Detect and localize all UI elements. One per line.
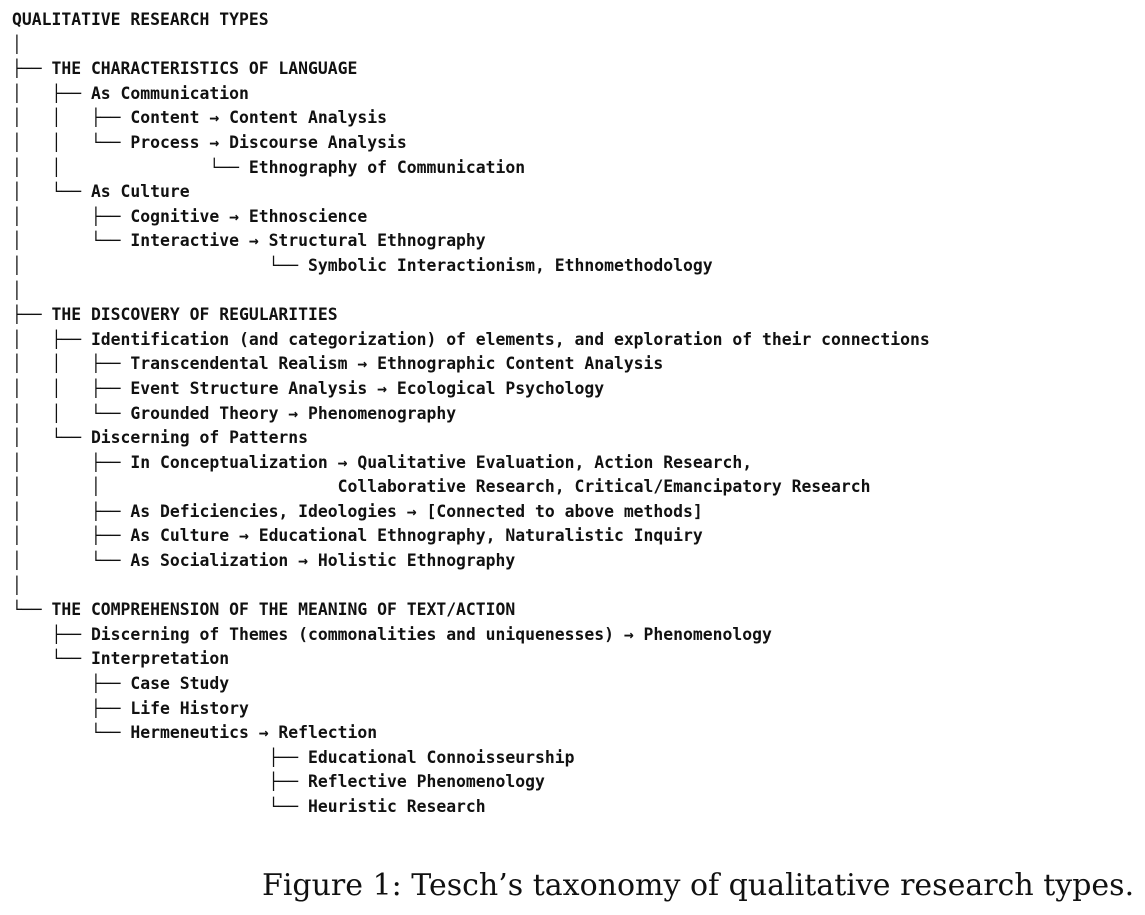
tree-node-interpretation: └── Interpretation — [12, 649, 230, 669]
tree-node-as-culture-patterns: │ ├── As Culture → Educational Ethnography, Naturalistic Inquiry — [12, 526, 703, 546]
tree-branch-language: ├── THE CHARACTERISTICS OF LANGUAGE — [12, 59, 358, 79]
tree-node-content: │ │ ├── Content → Content Analysis — [12, 108, 387, 128]
tree-connector: │ — [12, 34, 22, 54]
tree-node-as-culture: │ └── As Culture — [12, 182, 190, 202]
tree-node-educational-connoisseurship: ├── Educational Connoisseurship — [12, 747, 575, 767]
tree-node-transcendental-realism: │ │ ├── Transcendental Realism → Ethnographic Content Analysis — [12, 354, 664, 374]
tree-branch-comprehension: └── THE COMPREHENSION OF THE MEANING OF TEXT/ACTION — [12, 600, 516, 620]
tree-node-case-study: ├── Case Study — [12, 674, 230, 694]
tree-node-as-socialization: │ └── As Socialization → Holistic Ethnography — [12, 551, 516, 571]
tree-node-process: │ │ └── Process → Discourse Analysis — [12, 132, 407, 152]
tree-node-discerning-of-patterns: │ └── Discerning of Patterns — [12, 428, 309, 448]
tree-node-interactive: │ └── Interactive → Structural Ethnography — [12, 231, 486, 251]
tree-node-in-conceptualization-continued: │ │ Collaborative Research, Critical/Emancipatory Research — [12, 477, 871, 497]
tree-node-reflective-phenomenology: ├── Reflective Phenomenology — [12, 772, 545, 792]
tree-connector: │ — [12, 575, 22, 595]
tree-node-grounded-theory: │ │ └── Grounded Theory → Phenomenography — [12, 403, 457, 423]
tree-node-ethnography-of-communication: │ │ └── Ethnography of Communication — [12, 157, 526, 177]
tree-branch-regularities: ├── THE DISCOVERY OF REGULARITIES — [12, 305, 338, 325]
tree-node-identification: │ ├── Identification (and categorization) of elements, and exploration of their connections — [12, 329, 930, 349]
tree-node-in-conceptualization: │ ├── In Conceptualization → Qualitative Evaluation, Action Research, — [12, 452, 753, 472]
tree-root: QUALITATIVE RESEARCH TYPES — [12, 10, 269, 29]
tree-node-discerning-of-themes: ├── Discerning of Themes (commonalities and uniquenesses) → Phenomenology — [12, 624, 772, 644]
tree-node-cognitive: │ ├── Cognitive → Ethnoscience — [12, 206, 368, 226]
tree-node-as-communication: │ ├── As Communication — [12, 83, 249, 103]
tree-node-hermeneutics: └── Hermeneutics → Reflection — [12, 723, 378, 743]
tree-node-as-deficiencies: │ ├── As Deficiencies, Ideologies → [Connected to above methods] — [12, 501, 703, 521]
tree-node-event-structure-analysis: │ │ ├── Event Structure Analysis → Ecological Psychology — [12, 378, 605, 398]
figure-caption: Figure 1: Tesch’s taxonomy of qualitative research types. — [262, 868, 1135, 903]
tree-connector: │ — [12, 280, 22, 300]
tree-node-life-history: ├── Life History — [12, 698, 249, 718]
tree-node-heuristic-research: └── Heuristic Research — [12, 797, 486, 816]
taxonomy-tree — [12, 8, 930, 820]
tree-node-symbolic-interactionism: │ └── Symbolic Interactionism, Ethnomethodology — [12, 255, 713, 275]
